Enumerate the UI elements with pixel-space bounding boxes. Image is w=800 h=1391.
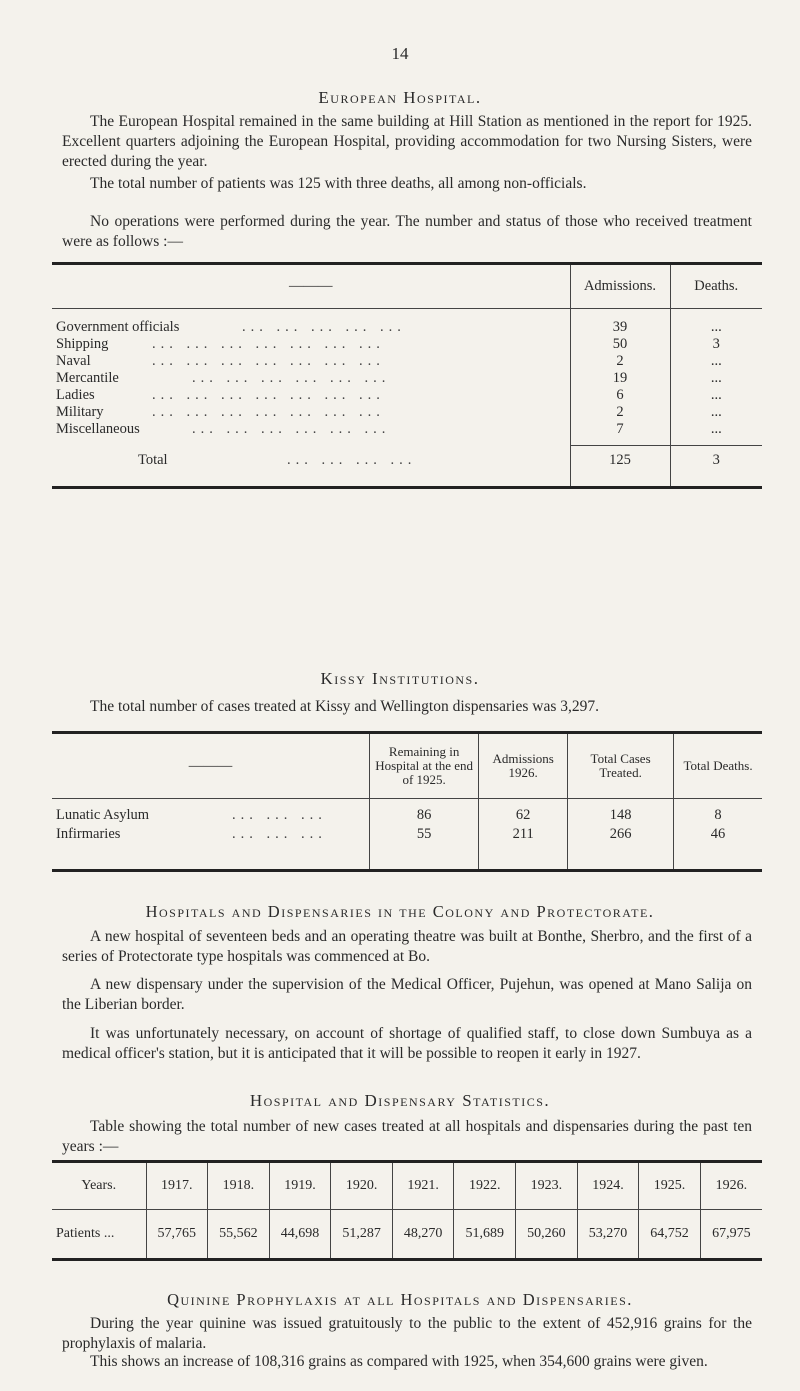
deaths-value: 3 (712, 335, 720, 352)
table-header-blank: ——— (52, 733, 370, 799)
european-hospital-paragraph-1: The European Hospital remained in the same building at Hill Station as mentioned in the report for 1925. Excellent quarters adjoining the European Hospital, providing accommodation for two Nursing Sisters, were erected during the year. (62, 113, 752, 170)
row-label: Government officials (56, 318, 180, 335)
row-label: Lunatic Asylum (56, 807, 150, 823)
admissions-value: 62 (479, 799, 568, 825)
year-cell: 1926. (700, 1162, 762, 1210)
deaths-value: ... (710, 403, 722, 420)
row-label: Miscellaneous (56, 420, 140, 437)
admissions-value: 6 (570, 387, 670, 404)
european-hospital-paragraph-2: The total number of patients was 125 with three deaths, all among non-officials. (90, 175, 587, 192)
patients-cell: 57,765 (146, 1210, 208, 1260)
deaths-value: ... (710, 420, 722, 437)
european-hospital-paragraph-3: No operations were performed during the year. The number and status of those who received treatment were as follows :— (62, 213, 752, 250)
table-row: Government officials ... ... ... ... ... 39 ... (52, 319, 762, 336)
deaths-value: 8 (714, 807, 722, 823)
total-deaths: 3 (670, 446, 762, 476)
treated-value: 148 (568, 799, 674, 825)
total-label: Total (138, 452, 168, 468)
years-row-label: Years. (52, 1162, 146, 1210)
table-header-treated: Total Cases Treated. (568, 733, 674, 799)
year-cell: 1917. (146, 1162, 208, 1210)
year-cell: 1923. (516, 1162, 578, 1210)
patients-cell: 51,689 (454, 1210, 516, 1260)
hospitals-colony-paragraph-1: A new hospital of seventeen beds and an operating theatre was built at Bonthe, Sherbro, and the first of a series of Protectorate type hospitals was commenced at Bo. (62, 928, 752, 965)
admissions-value: 7 (570, 421, 670, 438)
quinine-paragraph-1: During the year quinine was issued gratuitously to the public to the extent of 452,916 grains for the prophylaxis of malaria. (62, 1315, 752, 1352)
deaths-value: ... (710, 318, 722, 335)
table-row: Ladies ... ... ... ... ... ... ... 6 ... (52, 387, 762, 404)
hospitals-colony-paragraph-2: A new dispensary under the supervision of the Medical Officer, Pujehun, was opened at Mano Salija on the Liberian border. (62, 976, 752, 1013)
table-row: Miscellaneous ... ... ... ... ... ... 7 ... (52, 421, 762, 438)
deaths-value: 46 (710, 825, 726, 842)
patients-cell: 53,270 (577, 1210, 639, 1260)
remaining-value: 55 (370, 824, 479, 844)
patients-cell: 51,287 (331, 1210, 393, 1260)
remaining-value: 86 (370, 799, 479, 825)
table-row: Infirmaries ... ... ... 55 211 266 46 (52, 824, 762, 844)
year-cell: 1919. (269, 1162, 331, 1210)
statistics-paragraph: Table showing the total number of new cases treated at all hospitals and dispensaries during the past ten years :— (62, 1118, 752, 1155)
table-header-blank: ——— (52, 264, 570, 309)
row-label: Infirmaries (56, 825, 121, 842)
quinine-paragraph-2: This shows an increase of 108,316 grains as compared with 1925, when 354,600 grains were given. (90, 1353, 708, 1370)
table-header-deaths: Deaths. (670, 264, 762, 309)
hospitals-colony-heading: Hospitals and Dispensaries in the Colony and Protectorate. (145, 902, 655, 921)
deaths-value: ... (710, 386, 722, 403)
table-row: Mercantile ... ... ... ... ... ... 19 ... (52, 370, 762, 387)
admissions-value: 2 (570, 353, 670, 370)
admissions-value: 2 (570, 404, 670, 421)
patients-row-label: Patients ... (52, 1210, 146, 1260)
patients-cell: 50,260 (516, 1210, 578, 1260)
european-hospital-table (52, 262, 762, 489)
patients-cell: 48,270 (392, 1210, 454, 1260)
year-cell: 1924. (577, 1162, 639, 1210)
year-cell: 1925. (639, 1162, 701, 1210)
row-label: Naval (56, 352, 91, 369)
kissy-table (52, 731, 762, 872)
kissy-heading: Kissy Institutions. (320, 669, 480, 688)
european-hospital-heading: European Hospital. (318, 88, 482, 107)
year-cell: 1918. (208, 1162, 270, 1210)
treated-value: 266 (568, 824, 674, 844)
deaths-value: ... (710, 369, 722, 386)
kissy-paragraph: The total number of cases treated at Kissy and Wellington dispensaries was 3,297. (90, 698, 599, 715)
table-row: Military ... ... ... ... ... ... ... 2 ... (52, 404, 762, 421)
patients-cell: 67,975 (712, 1226, 751, 1241)
total-admissions: 125 (570, 446, 670, 476)
row-label: Ladies (56, 386, 95, 403)
quinine-heading: Quinine Prophylaxis at all Hospitals and Dispensaries. (167, 1290, 633, 1309)
year-cell: 1921. (392, 1162, 454, 1210)
table-row: Shipping ... ... ... ... ... ... ... 50 3 (52, 336, 762, 353)
table-total-row: Total ... ... ... ... 125 3 (52, 446, 762, 476)
table-row: Naval ... ... ... ... ... ... ... 2 ... (52, 353, 762, 370)
patients-cell: 55,562 (208, 1210, 270, 1260)
patients-cell: 44,698 (269, 1210, 331, 1260)
patients-cell: 64,752 (639, 1210, 701, 1260)
admissions-value: 39 (570, 319, 670, 336)
table-header-deaths: Total Deaths. (674, 733, 762, 799)
row-label: Military (56, 403, 104, 420)
admissions-value: 211 (479, 824, 568, 844)
table-row: Lunatic Asylum ... ... ... 86 62 148 8 (52, 799, 762, 825)
year-cell: 1922. (454, 1162, 516, 1210)
year-cell: 1920. (331, 1162, 393, 1210)
admissions-value: 19 (570, 370, 670, 387)
row-label: Mercantile (56, 369, 119, 386)
statistics-table (52, 1160, 762, 1261)
hospitals-colony-paragraph-3: It was unfortunately necessary, on account of shortage of qualified staff, to close down Sumbuya as a medical officer's station, but it is anticipated that it will be possible to reopen it early in 1927. (62, 1025, 752, 1062)
table-header-remaining: Remaining in Hospital at the end of 1925. (370, 733, 479, 799)
deaths-value: ... (710, 352, 722, 369)
admissions-value: 50 (570, 336, 670, 353)
page-number: 14 (391, 44, 409, 63)
table-header-admissions: Admissions 1926. (479, 733, 568, 799)
table-header-admissions: Admissions. (570, 264, 670, 309)
statistics-heading: Hospital and Dispensary Statistics. (249, 1091, 551, 1110)
row-label: Shipping (56, 335, 109, 352)
